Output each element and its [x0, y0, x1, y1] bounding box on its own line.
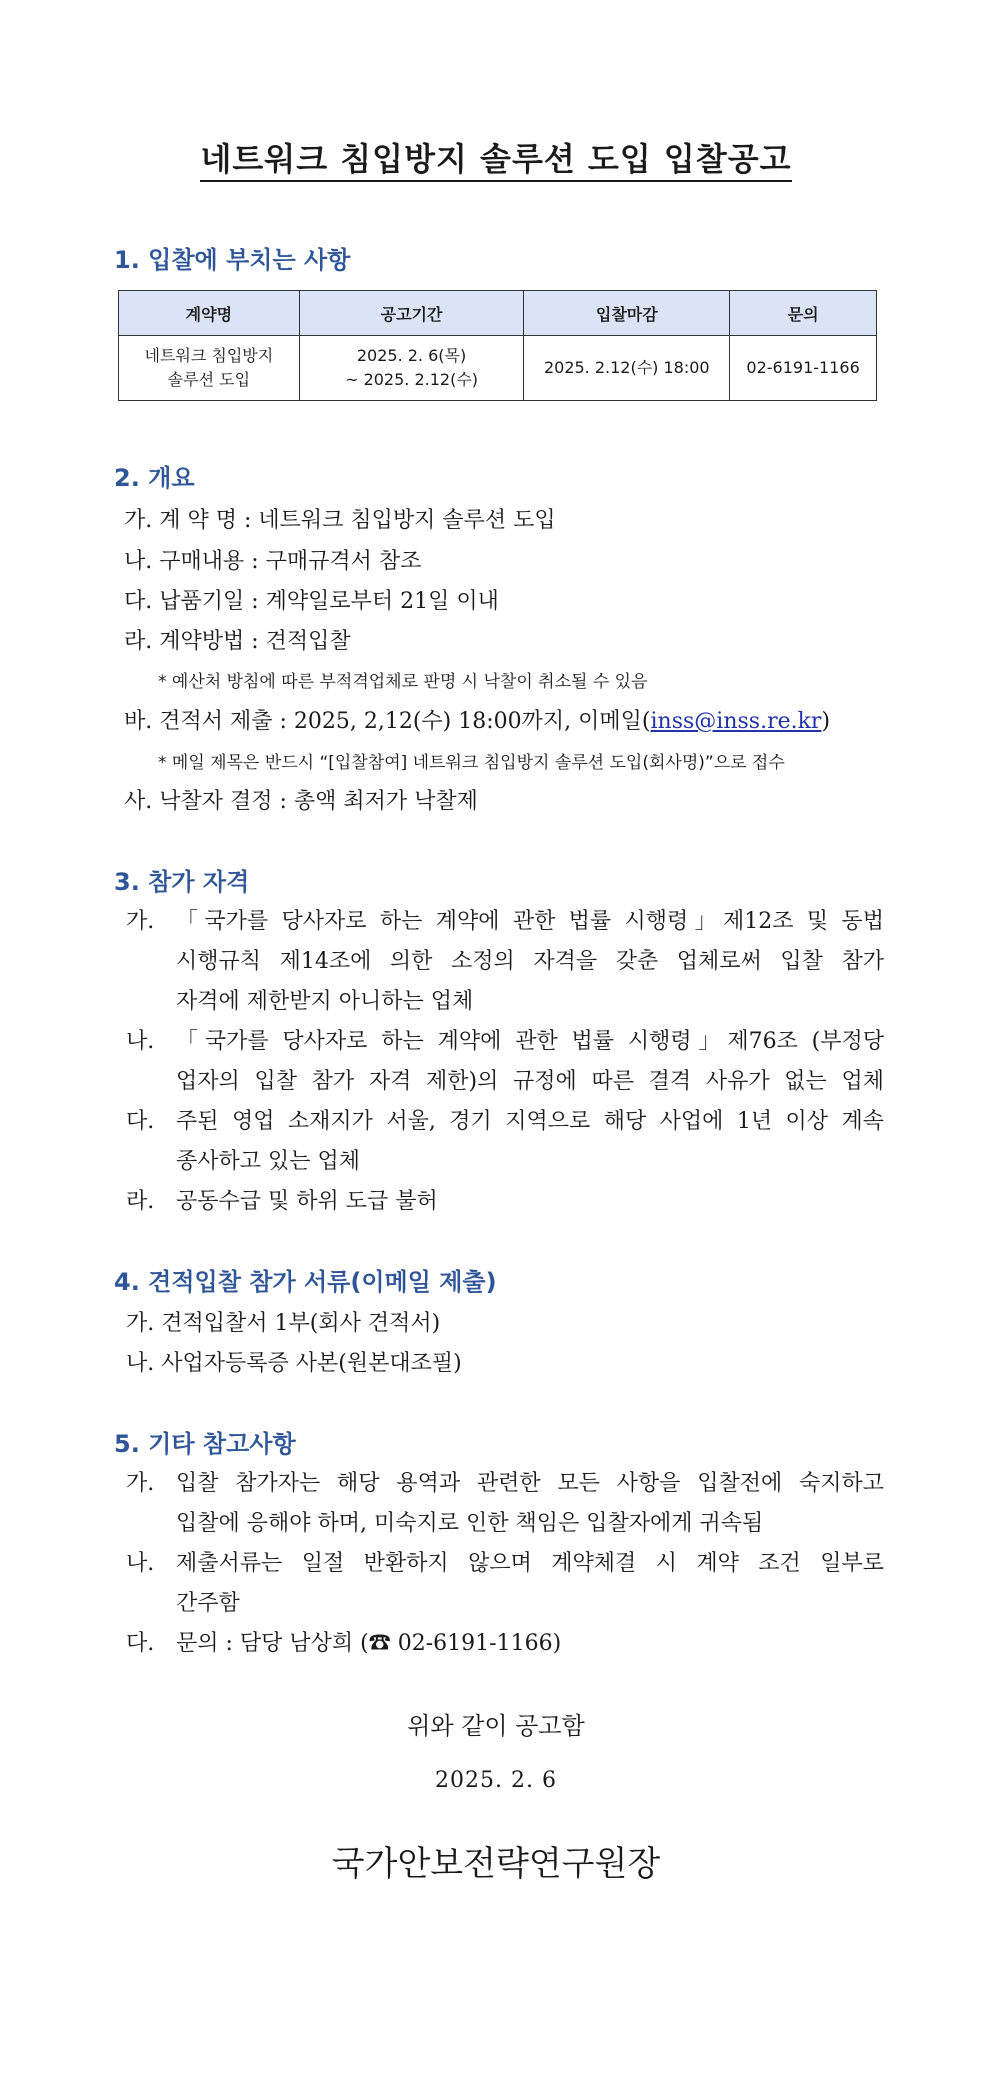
overview-delivery-date: 다. 납품기일 : 계약일로부터 21일 이내	[124, 589, 499, 614]
item-mark: 나.	[126, 1029, 155, 1054]
notes-a-line2: 입찰에 응해야 하며, 미숙지로 인한 책임은 입찰자에게 귀속됨	[176, 1511, 764, 1536]
qualification-b-line1: 「국가를 당사자로 하는 계약에 관한 법률 시행령」제76조 (부정당	[176, 1029, 884, 1054]
period-line1: 2025. 2. 6(목)	[356, 346, 467, 365]
qualification-b-line2: 업자의 입찰 참가 자격 제한)의 규정에 따른 결격 사유가 없는 업체	[176, 1069, 884, 1094]
qualification-item-d	[126, 1182, 884, 1222]
notes-item-a	[126, 1464, 884, 1544]
qualification-a-line1: 「국가를 당사자로 하는 계약에 관한 법률 시행령」제12조 및 동법	[176, 909, 884, 934]
cell-notice-period	[299, 336, 524, 401]
header-notice-period: 공고기간	[299, 291, 524, 336]
item-mark: 다.	[126, 1109, 155, 1134]
contract-name-line2: 솔루션 도입	[167, 370, 251, 389]
documents-item-b: 나. 사업자등록증 사본(원본대조필)	[126, 1351, 462, 1376]
notes-b-line1: 제출서류는 일절 반환하지 않으며 계약체결 시 계약 조건 일부로	[176, 1551, 884, 1576]
email-link[interactable]: inss@inss.re.kr	[650, 709, 822, 734]
qualification-a-line2: 시행규칙 제14조에 의한 소정의 자격을 갖춘 업체로써 입찰 참가	[176, 949, 884, 974]
notes-c-line1: 문의 : 담당 남상희 (☎ 02-6191-1166)	[176, 1631, 562, 1656]
header-inquiry: 문의	[730, 291, 877, 336]
overview-submission: 바. 견적서 제출 : 2025, 2,12(수) 18:00까지, 이메일(inss@inss.re.kr)	[124, 709, 831, 734]
qualification-item-c	[126, 1102, 884, 1182]
phone-icon: ☎	[368, 1631, 391, 1656]
cell-bid-deadline: 2025. 2.12(수) 18:00	[524, 336, 730, 401]
closing-statement: 위와 같이 공고함	[407, 1712, 585, 1740]
contract-name-line1: 네트워크 침입방지	[144, 346, 274, 365]
qualification-c-line1: 주된 영업 소재지가 서울, 경기 지역으로 해당 사업에 1년 이상 계속	[176, 1109, 884, 1134]
qualification-a-line3: 자격에 제한받지 아니하는 업체	[176, 989, 474, 1014]
cell-inquiry: 02-6191-1166	[730, 336, 877, 401]
overview-submission-note: * 메일 제목은 반드시 “[입찰참여] 네트워크 침입방지 솔루션 도입(회사명)”으로 접수	[158, 753, 785, 773]
section-1-heading: 1. 입찰에 부치는 사항	[114, 246, 351, 274]
cell-contract-name	[119, 336, 300, 401]
overview-contract-name: 가. 계 약 명 : 네트워크 침입방지 솔루션 도입	[124, 508, 556, 533]
issuer-signature: 국가안보전략연구원장	[331, 1844, 661, 1884]
table-row	[119, 336, 877, 401]
item-mark: 나.	[126, 1551, 155, 1576]
header-bid-deadline: 입찰마감	[524, 291, 730, 336]
table-header-row	[119, 291, 877, 336]
overview-purchase-content: 나. 구매내용 : 구매규격서 참조	[124, 549, 422, 574]
section-3-heading: 3. 참가 자격	[114, 868, 250, 896]
section-4-heading: 4. 견적입찰 참가 서류(이메일 제출)	[114, 1268, 497, 1296]
overview-method-note: * 예산처 방침에 따른 부적격업체로 판명 시 낙찰이 취소될 수 있음	[158, 672, 648, 692]
qualification-item-a	[126, 902, 884, 1022]
item-mark: 다.	[126, 1631, 155, 1656]
notice-date: 2025. 2. 6	[435, 1768, 557, 1793]
item-mark: 가.	[126, 909, 155, 934]
section-2-heading: 2. 개요	[114, 464, 195, 492]
notes-item-c	[126, 1624, 884, 1664]
qualification-d-line1: 공동수급 및 하위 도급 불허	[176, 1189, 438, 1214]
section-5-heading: 5. 기타 참고사항	[114, 1430, 296, 1458]
item-mark: 가.	[126, 1471, 155, 1496]
page-title: 네트워크 침입방지 솔루션 도입 입찰공고	[0, 134, 992, 180]
overview-winner-decision: 사. 낙찰자 결정 : 총액 최저가 낙찰제	[124, 789, 478, 814]
header-contract-name: 계약명	[119, 291, 300, 336]
documents-item-a: 가. 견적입찰서 1부(회사 견적서)	[126, 1311, 441, 1336]
qualification-item-b	[126, 1022, 884, 1102]
notes-item-b	[126, 1544, 884, 1624]
notes-a-line1: 입찰 참가자는 해당 용역과 관련한 모든 사항을 입찰전에 숙지하고	[176, 1471, 884, 1496]
notes-b-line2: 간주함	[176, 1591, 240, 1616]
overview-contract-method: 라. 계약방법 : 견적입찰	[124, 629, 351, 654]
item-mark: 라.	[126, 1189, 155, 1214]
bid-info-table	[118, 290, 877, 401]
period-line2: ~ 2025. 2.12(수)	[345, 370, 479, 389]
qualification-c-line2: 종사하고 있는 업체	[176, 1149, 361, 1174]
